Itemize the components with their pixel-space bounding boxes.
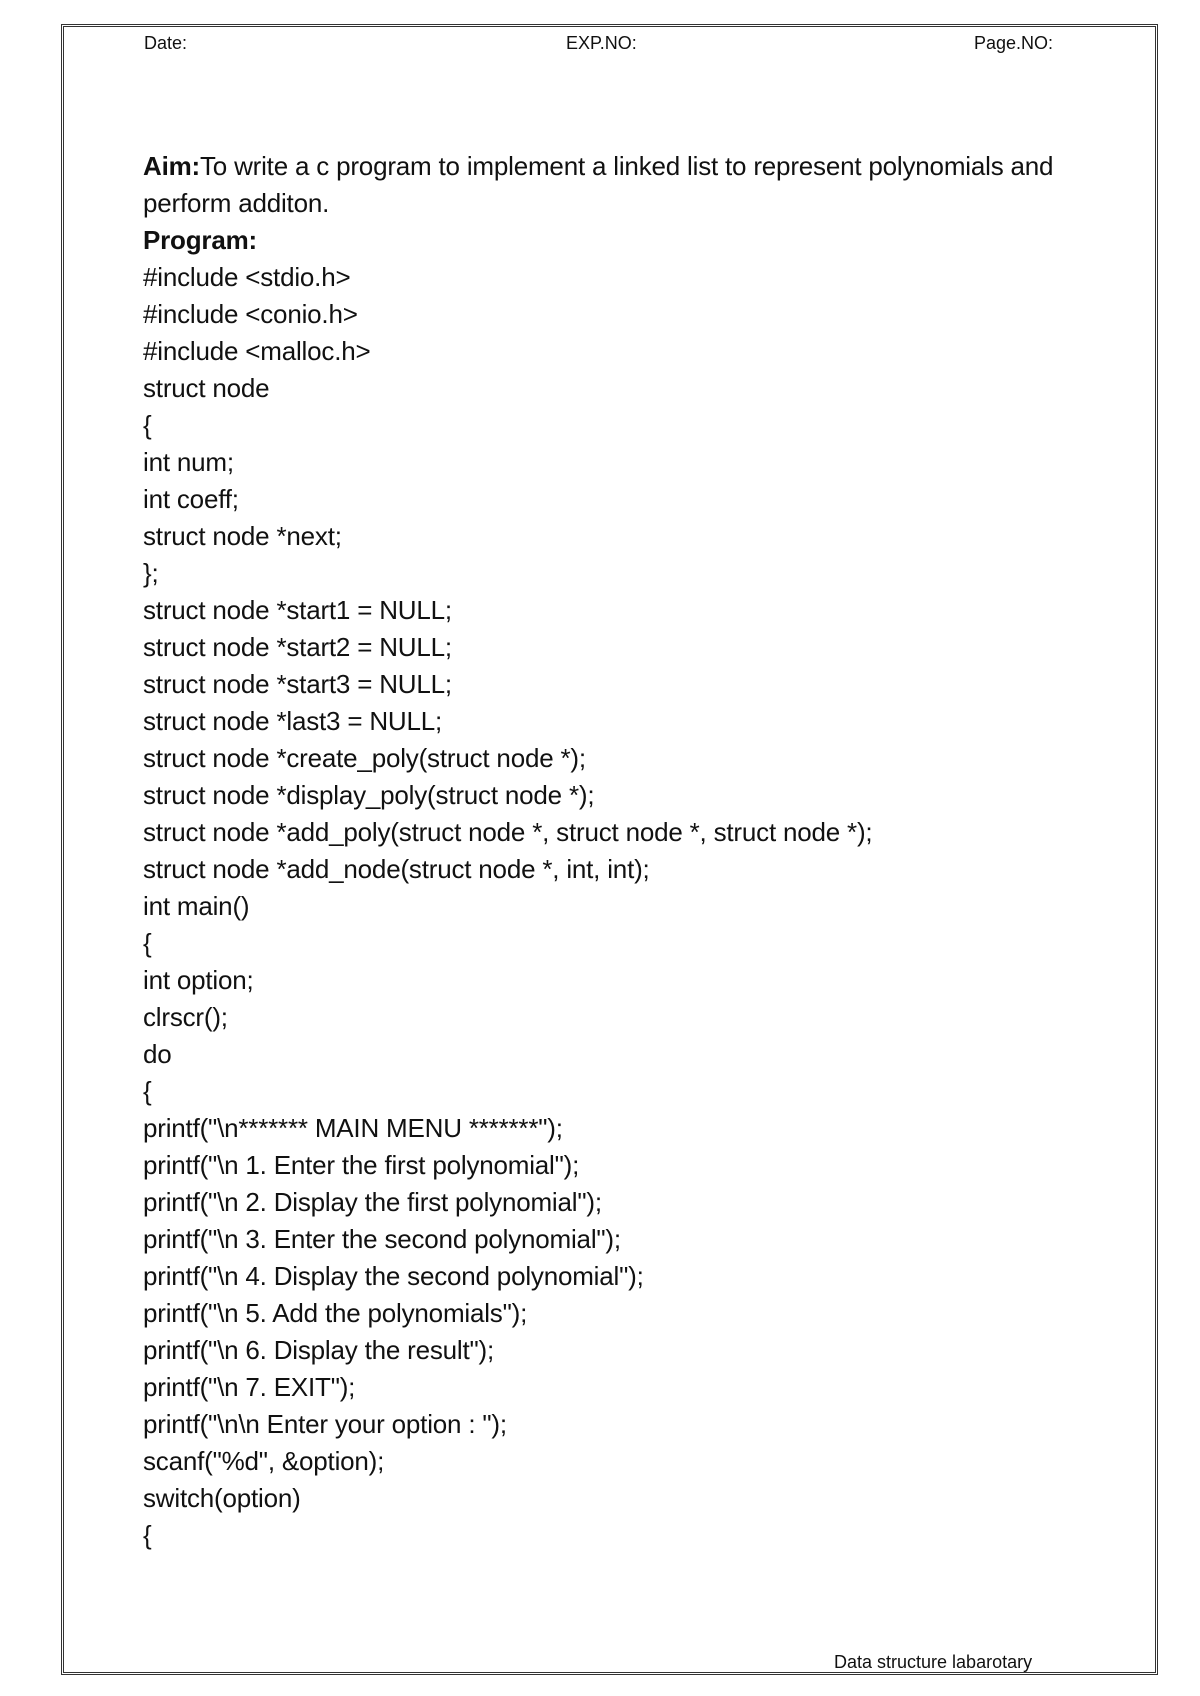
code-line: struct node *display_poly(struct node *); bbox=[143, 780, 595, 810]
code-line: int num; bbox=[143, 447, 234, 477]
code-line: scanf("%d", &option); bbox=[143, 1446, 385, 1476]
code-line: struct node *next; bbox=[143, 521, 342, 551]
code-line: int coeff; bbox=[143, 484, 239, 514]
code-line: clrscr(); bbox=[143, 1002, 228, 1032]
code-line: printf("\n 5. Add the polynomials"); bbox=[143, 1298, 528, 1328]
code-line: printf("\n\n Enter your option : "); bbox=[143, 1409, 507, 1439]
code-line: { bbox=[143, 410, 152, 440]
code-line: printf("\n 3. Enter the second polynomial"); bbox=[143, 1224, 621, 1254]
code-line: struct node *start2 = NULL; bbox=[143, 632, 452, 662]
program-heading: Program: bbox=[143, 225, 257, 255]
code-line: printf("\n 7. EXIT"); bbox=[143, 1372, 356, 1402]
experiment-number-label: EXP.NO: bbox=[566, 33, 637, 53]
code-line: { bbox=[143, 1076, 152, 1106]
code-line: printf("\n 1. Enter the first polynomial"); bbox=[143, 1150, 580, 1180]
code-line: struct node *start1 = NULL; bbox=[143, 595, 452, 625]
code-line: struct node *start3 = NULL; bbox=[143, 669, 452, 699]
code-line: struct node *add_node(struct node *, int, int); bbox=[143, 854, 650, 884]
aim-heading: Aim: bbox=[143, 151, 200, 181]
program-code bbox=[143, 259, 1073, 1554]
code-line: struct node *add_poly(struct node *, struct node *, struct node *); bbox=[143, 817, 873, 847]
code-line: struct node bbox=[143, 373, 270, 403]
code-line: struct node *last3 = NULL; bbox=[143, 706, 443, 736]
code-line: { bbox=[143, 1520, 152, 1550]
code-line: #include <malloc.h> bbox=[143, 336, 371, 366]
code-line: printf("\n 6. Display the result"); bbox=[143, 1335, 495, 1365]
code-line: int option; bbox=[143, 965, 254, 995]
code-line: #include <conio.h> bbox=[143, 299, 358, 329]
code-line: { bbox=[143, 928, 152, 958]
aim-paragraph bbox=[143, 148, 1073, 222]
code-line: printf("\n******* MAIN MENU *******"); bbox=[143, 1113, 563, 1143]
code-line: int main() bbox=[143, 891, 250, 921]
code-line: switch(option) bbox=[143, 1483, 301, 1513]
footer-text: Data structure labarotary bbox=[834, 1652, 1033, 1672]
document-body bbox=[143, 148, 1073, 1554]
code-line: printf("\n 4. Display the second polynomial"); bbox=[143, 1261, 644, 1291]
code-line: do bbox=[143, 1039, 172, 1069]
code-line: #include <stdio.h> bbox=[143, 262, 351, 292]
page-number-label: Page.NO: bbox=[974, 33, 1054, 53]
code-line: struct node *create_poly(struct node *); bbox=[143, 743, 586, 773]
aim-text: To write a c program to implement a linked list to represent polynomials and perform additon. bbox=[143, 151, 1054, 218]
code-line: }; bbox=[143, 558, 159, 588]
code-line: printf("\n 2. Display the first polynomial"); bbox=[143, 1187, 602, 1217]
date-label: Date: bbox=[144, 33, 188, 53]
